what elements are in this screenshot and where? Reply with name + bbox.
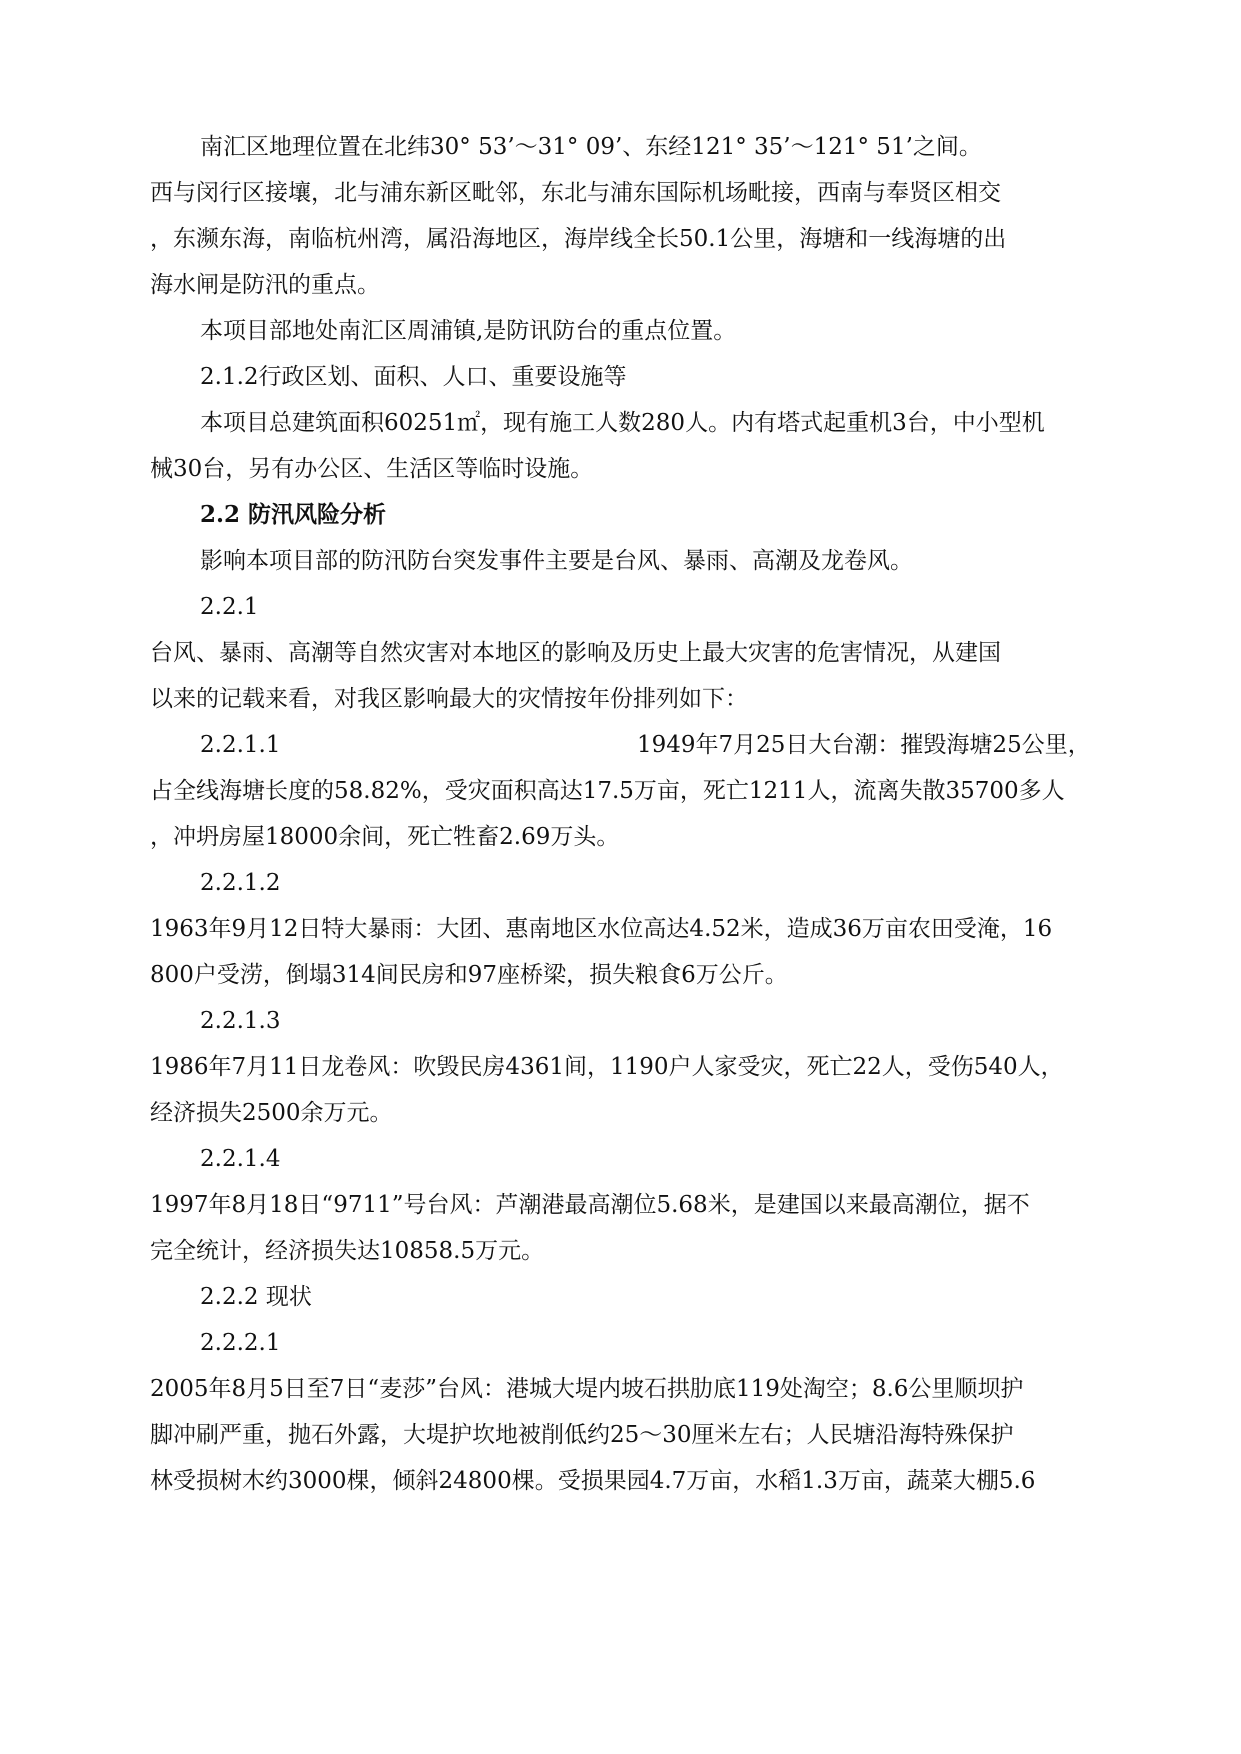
entry-line — [200, 730, 1150, 760]
paragraph-line: 林受损树木约3000棵，倾斜24800棵。受损果园4.7万亩，水稻1.3万亩，蔬菜大棚5.6 — [150, 1468, 1036, 1494]
paragraph-line: 本项目部地处南汇区周浦镇,是防讯防台的重点位置。 — [200, 318, 737, 344]
paragraph-line: 占全线海塘长度的58.82%，受灾面积高达17.5万亩，死亡1211人，流离失散35700多人 — [150, 778, 1065, 804]
section-number: 2.2.1.4 — [200, 1146, 281, 1172]
paragraph-line: 本项目总建筑面积60251㎡，现有施工人数280人。内有塔式起重机3台，中小型机 — [200, 410, 1045, 436]
section-number: 2.2.1.2 — [200, 870, 281, 896]
section-heading: 2.2.2 现状 — [200, 1284, 312, 1310]
section-number: 2.2.1 — [200, 594, 259, 620]
paragraph-line: 完全统计，经济损失达10858.5万元。 — [150, 1238, 545, 1264]
paragraph-line: ，东濒东海，南临杭州湾，属沿海地区，海岸线全长50.1公里，海塘和一线海塘的出 — [150, 226, 1007, 252]
paragraph-line: 械30台，另有办公区、生活区等临时设施。 — [150, 456, 594, 482]
paragraph-line: 经济损失2500余万元。 — [150, 1100, 393, 1126]
paragraph-line: 南汇区地理位置在北纬30° 53’～31° 09’、东经121° 35’～121° 51’之间。 — [200, 134, 982, 160]
paragraph-line: 台风、暴雨、高潮等自然灾害对本地区的影响及历史上最大灾害的危害情况，从建国 — [150, 640, 1001, 666]
paragraph-line: 以来的记载来看，对我区影响最大的灾情按年份排列如下： — [150, 686, 748, 712]
paragraph-line: 影响本项目部的防汛防台突发事件主要是台风、暴雨、高潮及龙卷风。 — [200, 548, 913, 574]
paragraph-line: 2005年8月5日至7日“麦莎”台风：港城大堤内坡石拱肋底119处淘空；8.6公里顺坝护 — [150, 1376, 1024, 1402]
section-number: 2.2.2.1 — [200, 1330, 281, 1356]
paragraph-line: 西与闵行区接壤，北与浦东新区毗邻，东北与浦东国际机场毗接，西南与奉贤区相交 — [150, 180, 1001, 206]
paragraph-line: 海水闸是防汛的重点。 — [150, 272, 380, 298]
section-number: 2.2.1.1 — [200, 732, 281, 758]
section-number: 2.2.1.3 — [200, 1008, 281, 1034]
paragraph-line: 脚冲刷严重，抛石外露，大堤护坎地被削低约25～30厘米左右；人民塘沿海特殊保护 — [150, 1422, 1014, 1448]
paragraph-line: 1997年8月18日“9711”号台风：芦潮港最高潮位5.68米，是建国以来最高潮位，据不 — [150, 1192, 1030, 1218]
paragraph-line: 800户受涝，倒塌314间民房和97座桥梁，损失粮食6万公斤。 — [150, 962, 788, 988]
paragraph-line: ，冲坍房屋18000余间，死亡牲畜2.69万头。 — [150, 824, 620, 850]
paragraph-line: 1986年7月11日龙卷风：吹毁民房4361间，1190户人家受灾，死亡22人，受伤540人， — [150, 1054, 1064, 1080]
section-heading: 2.1.2行政区划、面积、人口、重要设施等 — [200, 364, 627, 390]
paragraph-line: 1963年9月12日特大暴雨：大团、惠南地区水位高达4.52米，造成36万亩农田受淹，16 — [150, 916, 1053, 942]
paragraph-text: 1949年7月25日大台潮：摧毁海塘25公里， — [637, 732, 1091, 758]
section-heading: 2.2 防汛风险分析 — [200, 501, 387, 528]
